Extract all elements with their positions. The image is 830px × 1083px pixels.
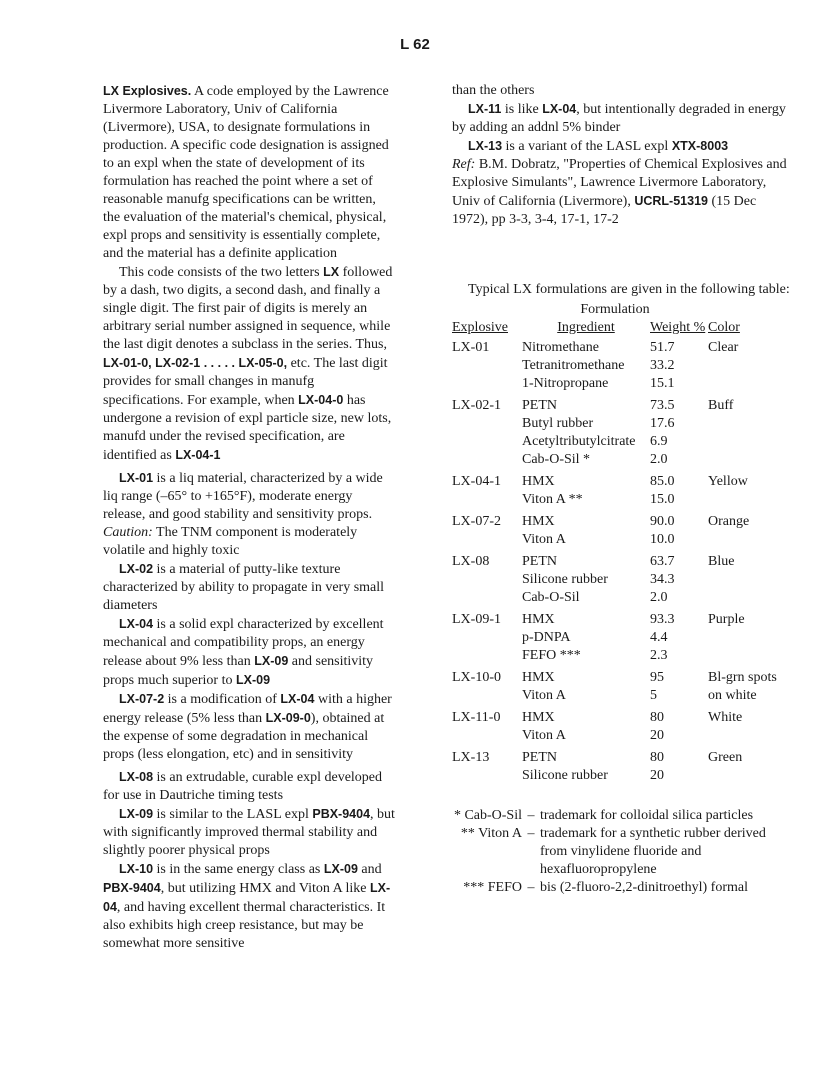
text-run: and bbox=[357, 862, 382, 877]
cell-explosive bbox=[452, 647, 522, 665]
cell-color: Clear bbox=[708, 340, 739, 355]
text-run: is a solid expl characterized by excellent mechanical and compatibility props, an energy release about 9% less than bbox=[103, 617, 384, 669]
cell-weight: 51.7 bbox=[650, 340, 675, 355]
table-row bbox=[452, 589, 800, 607]
cell-ingredient: PETN bbox=[522, 554, 557, 569]
table-row bbox=[452, 469, 800, 491]
cell-weight: 80 bbox=[650, 750, 664, 765]
cell-explosive bbox=[452, 357, 522, 375]
cell-explosive: LX-08 bbox=[452, 554, 490, 569]
header-ingredient: Ingredient bbox=[557, 320, 615, 335]
text-run: and sensitivity props much superior to bbox=[103, 654, 374, 688]
cell-ingredient: FEFO *** bbox=[522, 648, 581, 663]
cell-weight: 5 bbox=[650, 688, 657, 703]
cell-weight: 2.3 bbox=[650, 648, 668, 663]
code-term: LX-09-0 bbox=[265, 711, 311, 725]
cell-explosive: LX-02-1 bbox=[452, 398, 501, 413]
paragraph-lx-04 bbox=[103, 615, 395, 690]
text-run: etc. The last digit provides for small changes in manufg specifications. For example, when bbox=[103, 356, 388, 408]
table-row bbox=[452, 571, 800, 589]
cell-weight: 63.7 bbox=[650, 554, 675, 569]
cell-color bbox=[708, 415, 800, 433]
cell-ingredient: Tetranitromethane bbox=[522, 358, 625, 373]
cell-color bbox=[708, 767, 800, 785]
cell-weight: 2.0 bbox=[650, 590, 668, 605]
table-row bbox=[452, 647, 800, 665]
cell-explosive: LX-11-0 bbox=[452, 710, 501, 725]
table-row bbox=[452, 531, 800, 549]
cell-ingredient: Cab-O-Sil bbox=[522, 590, 580, 605]
table-header-row bbox=[452, 319, 800, 339]
cell-weight: 20 bbox=[650, 768, 664, 783]
paragraph-lx-02 bbox=[103, 560, 395, 615]
cell-ingredient: Nitromethane bbox=[522, 340, 599, 355]
paragraph-lx-08 bbox=[103, 768, 395, 805]
cell-ingredient: Silicone rubber bbox=[522, 572, 608, 587]
cell-ingredient: HMX bbox=[522, 670, 555, 685]
cell-color bbox=[708, 571, 800, 589]
code-term: LX-04 bbox=[103, 881, 391, 914]
cell-color: on white bbox=[708, 688, 757, 703]
page-number: L 62 bbox=[400, 36, 430, 53]
table-row bbox=[452, 339, 800, 357]
paragraph-code-structure bbox=[103, 263, 395, 465]
header-weight: Weight % bbox=[650, 320, 706, 335]
table-row bbox=[452, 767, 800, 785]
cell-explosive bbox=[452, 571, 522, 589]
code-term: LX-04-1 bbox=[175, 448, 221, 462]
cell-color bbox=[708, 589, 800, 607]
footnote-mark: ** Viton A bbox=[460, 826, 522, 841]
cell-ingredient: PETN bbox=[522, 398, 557, 413]
text-run: is a material of putty-like texture characterized by ability to propagate in very small diameters bbox=[103, 562, 385, 613]
cell-color bbox=[708, 357, 800, 375]
cell-explosive: LX-07-2 bbox=[452, 514, 501, 529]
text-run: is in the same energy class as bbox=[153, 862, 324, 877]
cell-weight: 20 bbox=[650, 728, 664, 743]
text-run: is an extrudable, curable expl developed for use in Dautriche timing tests bbox=[103, 770, 383, 803]
code-term: PBX-9404 bbox=[103, 881, 161, 895]
text-run: is a modification of bbox=[164, 692, 281, 707]
cell-weight: 90.0 bbox=[650, 514, 675, 529]
cell-ingredient: Viton A bbox=[522, 728, 566, 743]
header-explosive: Explosive bbox=[452, 320, 508, 335]
cell-color bbox=[708, 451, 800, 469]
cell-weight: 80 bbox=[650, 710, 664, 725]
text-run: is a liq material, characterized by a wide liq range (–65° to +165°F), moderate energy release, and good stability and sensitivity props. bbox=[103, 471, 383, 522]
formulation-header: Formulation bbox=[580, 302, 650, 317]
left-column bbox=[103, 82, 395, 953]
cell-color bbox=[708, 491, 800, 509]
footnote bbox=[452, 879, 792, 897]
code-term: LX-08 bbox=[119, 770, 154, 784]
cell-weight: 6.9 bbox=[650, 434, 668, 449]
code-term: LX-04 bbox=[542, 102, 577, 116]
cell-color: Bl-grn spots bbox=[708, 670, 777, 685]
reference bbox=[452, 156, 792, 229]
cell-color bbox=[708, 375, 800, 393]
table-row bbox=[452, 375, 800, 393]
header-color: Color bbox=[708, 320, 740, 335]
code-term: LX-01-0, LX-02-1 . . . . . LX-05-0, bbox=[103, 356, 288, 370]
cell-weight: 2.0 bbox=[650, 452, 668, 467]
code-term: LX-04-0 bbox=[298, 393, 344, 407]
paragraph-lx-10 bbox=[103, 860, 395, 953]
cell-weight: 17.6 bbox=[650, 416, 675, 431]
code-term: LX-13 bbox=[468, 139, 503, 153]
code-term: XTX-8003 bbox=[671, 139, 729, 153]
cell-color bbox=[708, 629, 800, 647]
footnote-dash: – bbox=[527, 808, 535, 823]
formulation-table bbox=[452, 301, 800, 785]
cell-color: Orange bbox=[708, 514, 750, 529]
cell-color: White bbox=[708, 710, 743, 725]
cell-color bbox=[708, 647, 800, 665]
caution-label: Caution: bbox=[103, 525, 153, 540]
code-term: PBX-9404 bbox=[312, 807, 371, 821]
cell-color bbox=[708, 727, 800, 745]
text-run: , but with significantly improved thermal stability and slightly poorer physical props bbox=[103, 807, 395, 858]
table-row bbox=[452, 549, 800, 571]
cell-explosive bbox=[452, 629, 522, 647]
cell-weight: 73.5 bbox=[650, 398, 675, 413]
cell-color: Blue bbox=[708, 554, 735, 569]
table-row bbox=[452, 415, 800, 433]
footnote bbox=[452, 825, 792, 879]
cell-ingredient: Acetyltributylcitrate bbox=[522, 434, 636, 449]
paragraph-lx-07-2 bbox=[103, 690, 395, 764]
cell-weight: 33.2 bbox=[650, 358, 675, 373]
code-term: LX-09 bbox=[254, 654, 289, 668]
cell-explosive bbox=[452, 491, 522, 509]
code-term: LX-07-2 bbox=[119, 692, 165, 706]
table-row bbox=[452, 705, 800, 727]
footnote-text: trademark for a synthetic rubber derived from vinylidene fluoride and hexafluoropropylene bbox=[540, 826, 766, 877]
paragraph-continued: than the others bbox=[452, 83, 535, 98]
cell-explosive bbox=[452, 531, 522, 549]
cell-weight: 93.3 bbox=[650, 612, 675, 627]
cell-ingredient: Silicone rubber bbox=[522, 768, 608, 783]
cell-ingredient: p-DNPA bbox=[522, 630, 571, 645]
text-run: This code consists of the two letters bbox=[119, 265, 324, 280]
footnote-mark: * Cab-O-Sil bbox=[453, 808, 522, 823]
cell-ingredient: HMX bbox=[522, 474, 555, 489]
cell-explosive bbox=[452, 375, 522, 393]
table-row bbox=[452, 727, 800, 745]
cell-explosive bbox=[452, 767, 522, 785]
text-run: , but intentionally degraded in energy by adding an addnl 5% binder bbox=[452, 102, 786, 135]
cell-weight: 15.1 bbox=[650, 376, 675, 391]
text-run: B.M. Dobratz, "Properties of Chemical Explosives and Explosive Simulants", Lawrence Livermore Laboratory, Univ of California (Livermore), bbox=[452, 157, 787, 209]
footnotes bbox=[452, 807, 792, 897]
cell-explosive bbox=[452, 589, 522, 607]
cell-ingredient: HMX bbox=[522, 612, 555, 627]
footnote-text: trademark for colloidal silica particles bbox=[540, 808, 754, 823]
cell-ingredient: HMX bbox=[522, 710, 555, 725]
paragraph-lx-09 bbox=[103, 805, 395, 860]
table-row bbox=[452, 509, 800, 531]
code-term: LX-01 bbox=[119, 471, 154, 485]
cell-ingredient: Viton A ** bbox=[522, 492, 583, 507]
table-row bbox=[452, 491, 800, 509]
text-run: The TNM component is moderately volatile and highly toxic bbox=[103, 525, 358, 558]
right-column bbox=[452, 82, 792, 897]
cell-color: Buff bbox=[708, 398, 734, 413]
entry-heading: LX Explosives. bbox=[103, 84, 192, 98]
footnote-dash: – bbox=[527, 826, 535, 841]
cell-explosive: LX-10-0 bbox=[452, 670, 501, 685]
cell-explosive: LX-04-1 bbox=[452, 474, 501, 489]
table-row bbox=[452, 433, 800, 451]
code-term: LX bbox=[323, 265, 340, 279]
footnote-dash: – bbox=[527, 880, 535, 895]
footnote-text: bis (2-fluoro-2,2-dinitroethyl) formal bbox=[540, 880, 749, 895]
table-header-spacer bbox=[452, 301, 522, 319]
text-run: has undergone a revision of expl particle size, new lots, manufd under the revised specification, are identified as bbox=[103, 393, 392, 463]
cell-ingredient: Butyl rubber bbox=[522, 416, 594, 431]
cell-ingredient: Cab-O-Sil * bbox=[522, 452, 591, 467]
paragraph-text: A code employed by the Lawrence Livermore Laboratory, Univ of California (Livermore), USA, to designate formulations in production. A specific code designation is assigned to an expl when the state of development of its formulation has reached the point where a set of reasonable manufg specifications can be written, the evaluation of the material's chemical, physical, expl props and sensitivity is essentially complete, and the material has a definite application bbox=[103, 84, 389, 261]
cell-weight: 15.0 bbox=[650, 492, 675, 507]
cell-color bbox=[708, 433, 800, 451]
text-run: , and having excellent thermal characteristics. It also exhibits high creep resistance, but may be somewhat more sensitive bbox=[103, 900, 386, 951]
cell-color: Green bbox=[708, 750, 743, 765]
code-term: LX-02 bbox=[119, 562, 154, 576]
cell-weight: 95 bbox=[650, 670, 664, 685]
text-run: is a variant of the LASL expl bbox=[502, 139, 672, 154]
cell-explosive bbox=[452, 451, 522, 469]
paragraph-lx-01 bbox=[103, 469, 395, 560]
cell-explosive: LX-09-1 bbox=[452, 612, 501, 627]
paragraph-lx-13 bbox=[452, 137, 792, 156]
table-group-header-row bbox=[452, 301, 800, 319]
table-row bbox=[452, 607, 800, 629]
paragraph-lx-11 bbox=[452, 100, 792, 137]
footnote bbox=[452, 807, 792, 825]
table-row bbox=[452, 357, 800, 375]
table-row bbox=[452, 451, 800, 469]
text-run: with a higher energy release (5% less than bbox=[103, 692, 392, 726]
table-row bbox=[452, 687, 800, 705]
report-number: UCRL-51319 bbox=[634, 194, 708, 208]
cell-weight: 85.0 bbox=[650, 474, 675, 489]
cell-ingredient: Viton A bbox=[522, 532, 566, 547]
text-run: is similar to the LASL expl bbox=[153, 807, 313, 822]
table-row bbox=[452, 393, 800, 415]
cell-ingredient: 1-Nitropropane bbox=[522, 376, 609, 391]
text-run: (15 Dec 1972), pp 3-3, 3-4, 17-1, 17-2 bbox=[452, 194, 757, 227]
cell-weight: 34.3 bbox=[650, 572, 675, 587]
cell-explosive bbox=[452, 433, 522, 451]
cell-color: Yellow bbox=[708, 474, 748, 489]
cell-ingredient: Viton A bbox=[522, 688, 566, 703]
text-run: , but utilizing HMX and Viton A like bbox=[160, 881, 370, 896]
table-intro: Typical LX formulations are given in the following table: bbox=[468, 282, 790, 297]
table-header-spacer bbox=[708, 301, 800, 319]
text-run: ), obtained at the expense of some degradation in mechanical props (less elongation, etc) and in sensitivity bbox=[103, 711, 385, 762]
cell-explosive bbox=[452, 687, 522, 705]
text-run: is like bbox=[501, 102, 543, 117]
table-row bbox=[452, 629, 800, 647]
code-term: LX-09 bbox=[323, 862, 358, 876]
cell-weight: 10.0 bbox=[650, 532, 675, 547]
code-term: LX-04 bbox=[119, 617, 154, 631]
text-run: followed by a dash, two digits, a second dash, and finally a single digit. The first pair of digits is merely an arbitrary serial number assigned in sequence, while the last digit denotes a subclass in the series. Thus, bbox=[103, 265, 393, 352]
cell-ingredient: PETN bbox=[522, 750, 557, 765]
code-term: LX-04 bbox=[280, 692, 315, 706]
cell-weight: 4.4 bbox=[650, 630, 668, 645]
footnote-mark: *** FEFO bbox=[463, 880, 522, 895]
cell-explosive bbox=[452, 727, 522, 745]
table-row bbox=[452, 665, 800, 687]
cell-color bbox=[708, 531, 800, 549]
cell-color: Purple bbox=[708, 612, 745, 627]
cell-ingredient: HMX bbox=[522, 514, 555, 529]
table-row bbox=[452, 745, 800, 767]
code-term: LX-09 bbox=[235, 673, 271, 687]
code-term: LX-10 bbox=[119, 862, 154, 876]
cell-explosive: LX-13 bbox=[452, 750, 490, 765]
cell-explosive: LX-01 bbox=[452, 340, 490, 355]
code-term: LX-11 bbox=[468, 102, 502, 116]
code-term: LX-09 bbox=[119, 807, 154, 821]
ref-label: Ref: bbox=[452, 157, 476, 172]
paragraph-lx-explosives bbox=[103, 82, 395, 263]
cell-explosive bbox=[452, 415, 522, 433]
